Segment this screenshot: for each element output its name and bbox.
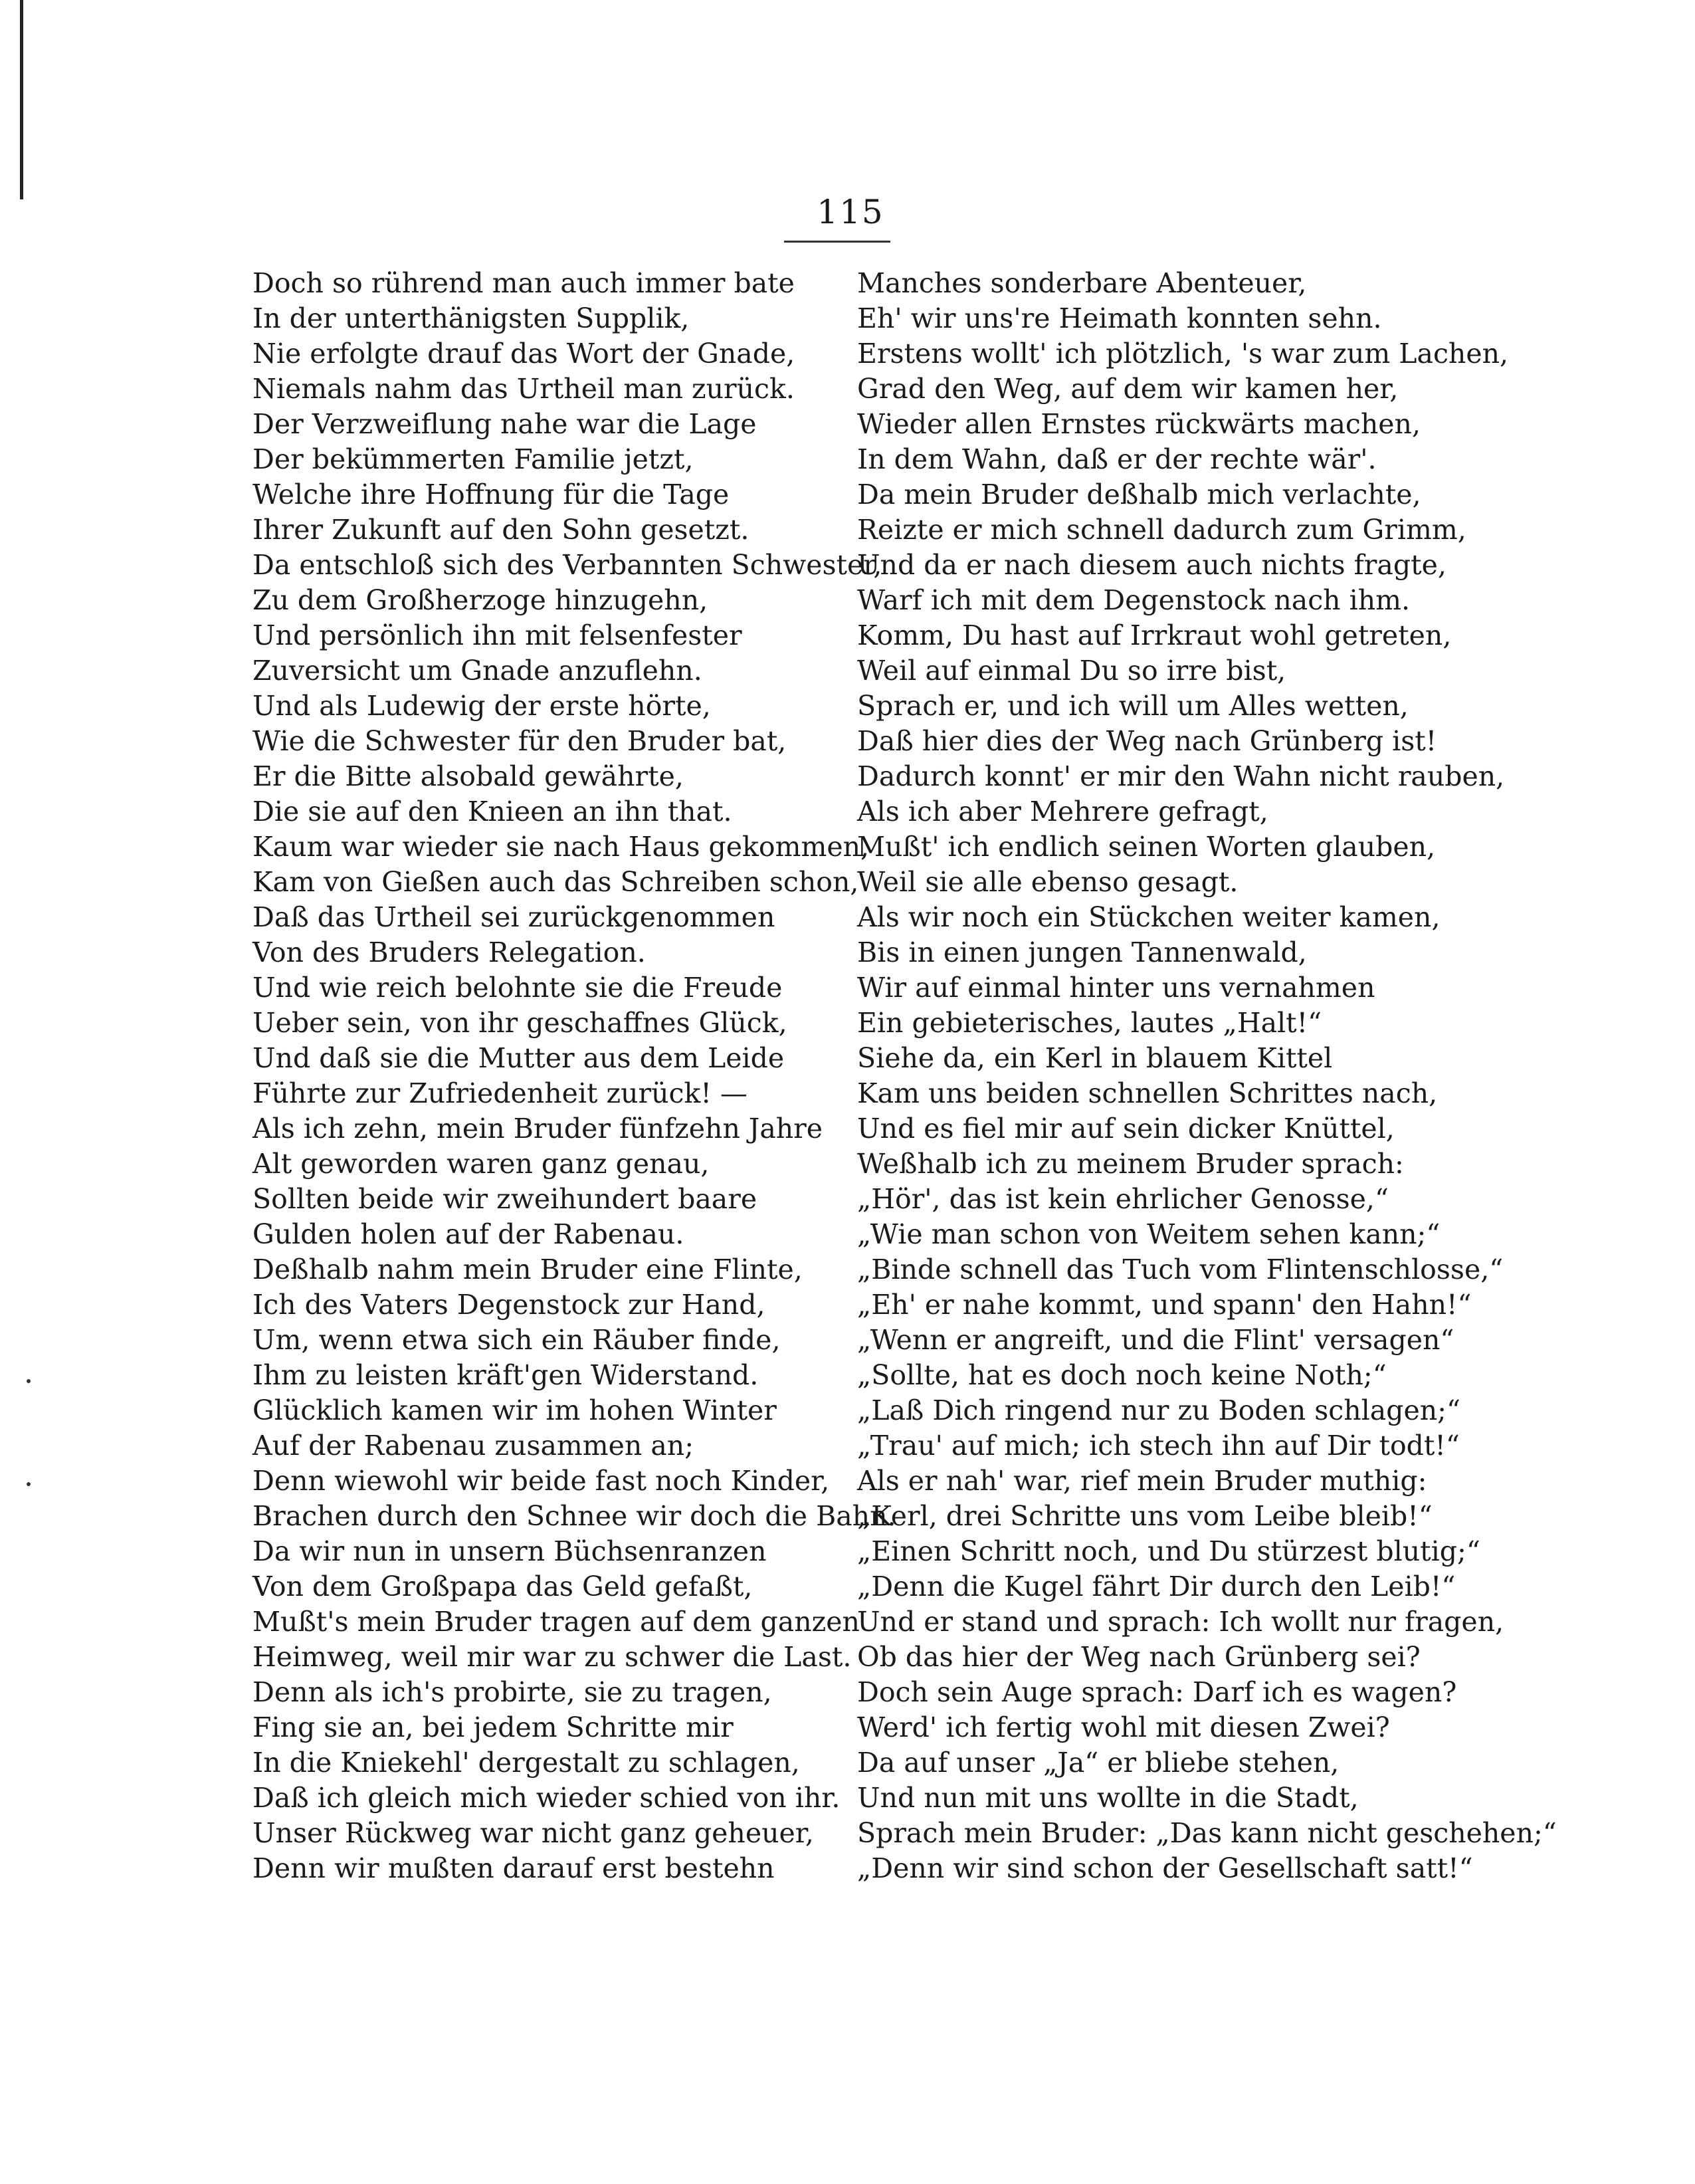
verse-line: Und er stand und sprach: Ich wollt nur fragen, <box>857 1606 1504 1638</box>
verse-line: Von dem Großpapa das Geld gefaßt, <box>252 1571 753 1602</box>
scan-speck <box>27 1482 31 1486</box>
verse-line: Da auf unser „Ja“ er bliebe stehen, <box>857 1747 1340 1779</box>
verse-line: Gulden holen auf der Rabenau. <box>252 1218 684 1250</box>
verse-line: Heimweg, weil mir war zu schwer die Last. <box>252 1641 852 1673</box>
verse-line: Sollten beide wir zweihundert baare <box>252 1183 757 1215</box>
verse-line: Als er nah' war, rief mein Bruder muthig: <box>857 1465 1427 1497</box>
verse-line: Da mein Bruder deßhalb mich verlachte, <box>857 479 1421 510</box>
verse-line: Sprach er, und ich will um Alles wetten, <box>857 690 1409 722</box>
verse-line: Und wie reich belohnte sie die Freude <box>252 972 783 1004</box>
verse-line: Bis in einen jungen Tannenwald, <box>857 936 1307 968</box>
verse-line: Glücklich kamen wir im hohen Winter <box>252 1394 777 1426</box>
scan-speck <box>27 1379 31 1383</box>
verse-line: Deßhalb nahm mein Bruder eine Flinte, <box>252 1254 803 1285</box>
verse-line: Siehe da, ein Kerl in blauem Kittel <box>857 1042 1333 1074</box>
verse-line: Doch so rührend man auch immer bate <box>252 267 795 299</box>
verse-line: In die Kniekehl' dergestalt zu schlagen, <box>252 1747 800 1779</box>
verse-line: Und es fiel mir auf sein dicker Knüttel, <box>857 1113 1395 1145</box>
verse-line: Als ich zehn, mein Bruder fünfzehn Jahre <box>252 1113 823 1145</box>
verse-line: Ich des Vaters Degenstock zur Hand, <box>252 1289 765 1321</box>
verse-line: Von des Bruders Relegation. <box>252 936 646 968</box>
verse-line: Und da er nach diesem auch nichts fragte, <box>857 549 1446 581</box>
verse-line: „Hör', das ist kein ehrlicher Genosse,“ <box>857 1183 1389 1215</box>
verse-line: Weil sie alle ebenso gesagt. <box>857 866 1239 898</box>
verse-line: „Binde schnell das Tuch vom Flintenschlosse,“ <box>857 1254 1504 1285</box>
verse-line: Reizte er mich schnell dadurch zum Grimm, <box>857 514 1466 546</box>
verse-line: Kaum war wieder sie nach Haus gekommen, <box>252 831 870 863</box>
page-number: 115 <box>817 193 884 231</box>
verse-line: Da wir nun in unsern Büchsenranzen <box>252 1535 767 1567</box>
verse-line: Ueber sein, von ihr geschaffnes Glück, <box>252 1007 787 1039</box>
verse-line: Welche ihre Hoffnung für die Tage <box>252 479 730 510</box>
verse-line: Denn als ich's probirte, sie zu tragen, <box>252 1676 772 1708</box>
verse-line: Zuversicht um Gnade anzuflehn. <box>252 655 702 687</box>
verse-line: Manches sonderbare Abenteuer, <box>857 267 1307 299</box>
left-text-column <box>252 266 896 1886</box>
verse-line: Weßhalb ich zu meinem Bruder sprach: <box>857 1148 1404 1180</box>
verse-line: Alt geworden waren ganz genau, <box>252 1148 710 1180</box>
verse-line: Ein gebieterisches, lautes „Halt!“ <box>857 1007 1322 1039</box>
verse-line: „Kerl, drei Schritte uns vom Leibe bleib!“ <box>857 1500 1433 1532</box>
verse-line: Unser Rückweg war nicht ganz geheuer, <box>252 1817 814 1849</box>
verse-line: Er die Bitte alsobald gewährte, <box>252 760 684 792</box>
verse-line: Der bekümmerten Familie jetzt, <box>252 443 694 475</box>
verse-line: Niemals nahm das Urtheil man zurück. <box>252 373 795 405</box>
verse-line: Weil auf einmal Du so irre bist, <box>857 655 1286 687</box>
verse-line: Ihrer Zukunft auf den Sohn gesetzt. <box>252 514 749 546</box>
verse-line: „Wie man schon von Weitem sehen kann;“ <box>857 1218 1441 1250</box>
verse-line: Um, wenn etwa sich ein Räuber finde, <box>252 1324 781 1356</box>
verse-line: Als wir noch ein Stückchen weiter kamen, <box>857 901 1441 933</box>
verse-line: „Trau' auf mich; ich stech ihn auf Dir todt!“ <box>857 1430 1460 1462</box>
verse-line: Sprach mein Bruder: „Das kann nicht geschehen;“ <box>857 1817 1557 1849</box>
verse-line: In dem Wahn, daß er der rechte wär'. <box>857 443 1377 475</box>
verse-line: Kam uns beiden schnellen Schrittes nach, <box>857 1077 1438 1109</box>
verse-line: Der Verzweiflung nahe war die Lage <box>252 408 757 440</box>
verse-line: Fing sie an, bei jedem Schritte mir <box>252 1711 734 1743</box>
verse-line: Werd' ich fertig wohl mit diesen Zwei? <box>857 1711 1390 1743</box>
verse-line: Und nun mit uns wollte in die Stadt, <box>857 1782 1359 1814</box>
verse-line: Mußt's mein Bruder tragen auf dem ganzen <box>252 1606 860 1638</box>
verse-line: In der unterthänigsten Supplik, <box>252 302 690 334</box>
verse-line: „Wenn er angreift, und die Flint' versagen“ <box>857 1324 1454 1356</box>
verse-line: Brachen durch den Schnee wir doch die Bahn. <box>252 1500 896 1532</box>
verse-line: Daß das Urtheil sei zurückgenommen <box>252 901 775 933</box>
verse-line: Erstens wollt' ich plötzlich, 's war zum Lachen, <box>857 338 1509 370</box>
verse-line: Und als Ludewig der erste hörte, <box>252 690 711 722</box>
verse-line: Dadurch konnt' er mir den Wahn nicht rauben, <box>857 760 1505 792</box>
verse-line: Ob das hier der Weg nach Grünberg sei? <box>857 1641 1421 1673</box>
verse-line: Doch sein Auge sprach: Darf ich es wagen? <box>857 1676 1457 1708</box>
verse-line: Führte zur Zufriedenheit zurück! — <box>252 1077 748 1109</box>
verse-line: „Denn die Kugel fährt Dir durch den Leib!“ <box>857 1571 1456 1602</box>
verse-line: Grad den Weg, auf dem wir kamen her, <box>857 373 1399 405</box>
verse-line: „Denn wir sind schon der Gesellschaft satt!“ <box>857 1852 1473 1884</box>
verse-line: Zu dem Großherzoge hinzugehn, <box>252 584 708 616</box>
verse-line: Wie die Schwester für den Bruder bat, <box>252 725 787 757</box>
verse-line: Kam von Gießen auch das Schreiben schon, <box>252 866 859 898</box>
verse-line: Ihm zu leisten kräft'gen Widerstand. <box>252 1359 759 1391</box>
verse-line: Und persönlich ihn mit felsenfester <box>252 619 742 651</box>
page-edge-mark <box>20 0 23 199</box>
verse-line: Denn wir mußten darauf erst bestehn <box>252 1852 775 1884</box>
verse-line: Denn wiewohl wir beide fast noch Kinder, <box>252 1465 830 1497</box>
verse-line: Mußt' ich endlich seinen Worten glauben, <box>857 831 1436 863</box>
verse-line: Warf ich mit dem Degenstock nach ihm. <box>857 584 1411 616</box>
verse-line: „Sollte, hat es doch noch keine Noth;“ <box>857 1359 1387 1391</box>
verse-line: Die sie auf den Knieen an ihn that. <box>252 796 732 827</box>
verse-line: Auf der Rabenau zusammen an; <box>252 1430 694 1462</box>
verse-line: Da entschloß sich des Verbannten Schwester, <box>252 549 882 581</box>
verse-line: Daß ich gleich mich wieder schied von ihr. <box>252 1782 841 1814</box>
page-number-rule <box>784 241 890 243</box>
right-text-column <box>857 266 1557 1886</box>
verse-line: Als ich aber Mehrere gefragt, <box>857 796 1268 827</box>
verse-line: Nie erfolgte drauf das Wort der Gnade, <box>252 338 795 370</box>
verse-line: Eh' wir uns're Heimath konnten sehn. <box>857 302 1382 334</box>
verse-line: „Einen Schritt noch, und Du stürzest blutig;“ <box>857 1535 1480 1567</box>
verse-line: Und daß sie die Mutter aus dem Leide <box>252 1042 785 1074</box>
verse-line: Daß hier dies der Weg nach Grünberg ist! <box>857 725 1437 757</box>
verse-line: Komm, Du hast auf Irrkraut wohl getreten, <box>857 619 1452 651</box>
verse-line: Wir auf einmal hinter uns vernahmen <box>857 972 1375 1004</box>
verse-line: Wieder allen Ernstes rückwärts machen, <box>857 408 1421 440</box>
verse-line: „Laß Dich ringend nur zu Boden schlagen;“ <box>857 1394 1460 1426</box>
verse-line: „Eh' er nahe kommt, und spann' den Hahn!“ <box>857 1289 1472 1321</box>
